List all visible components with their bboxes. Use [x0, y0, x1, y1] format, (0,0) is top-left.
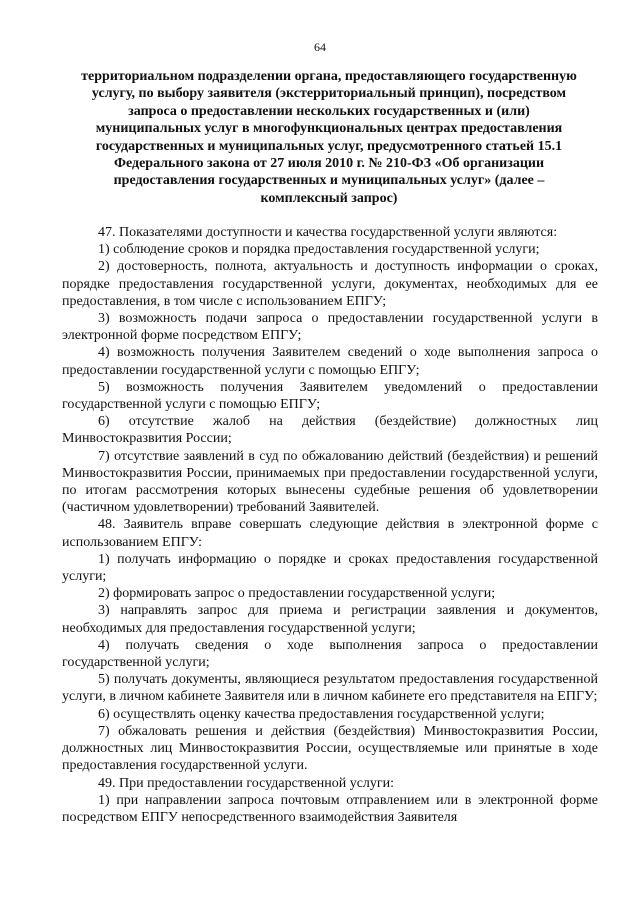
- paragraph-49: 49. При предоставлении государственной услуги:: [98, 775, 395, 791]
- list-item: 5) получать документы, являющиеся результатом предоставления государственной услуги, в личном кабинете Заявителя или в личном кабинете его представителя на ЕПГУ;: [62, 672, 598, 705]
- list-item: 2) формировать запрос о предоставлении государственной услуги;: [98, 586, 496, 602]
- section-heading: [56, 68, 602, 207]
- paragraph-47: 47. Показателями доступности и качества государственной услуги являются:: [98, 225, 558, 240]
- list-item: 7) отсутствие заявлений в суд по обжалованию действий (бездействия) и решений Минвостокразвития России, принимаемых при предоставлении государственной услуги, по итогам рассмотрения которых вынесены судебные решения об удовлетворении (частичном удовлетворении) требований Заявителей.: [62, 448, 598, 516]
- heading-line: комплексный запрос): [260, 190, 398, 206]
- heading-line: территориальном подразделении органа, предоставляющего государственную: [81, 69, 577, 84]
- page-number: 64: [314, 40, 326, 54]
- list-item: 6) осуществлять оценку качества предоставления государственной услуги;: [98, 706, 545, 722]
- heading-line: Федерального закона от 27 июля 2010 г. № 210-ФЗ «Об организации: [113, 156, 545, 172]
- heading-line: предоставления государственных и муниципальных услуг» (далее –: [113, 173, 545, 189]
- list-item: 4) возможность получения Заявителем сведений о ходе выполнения запроса о предоставлении государственной услуги с помощью ЕПГУ;: [62, 345, 598, 378]
- list-item: 4) получать сведения о ходе выполнения запроса о предоставлении государственной услуги;: [62, 637, 598, 671]
- list-item: 1) соблюдение сроков и порядка предоставления государственной услуги;: [98, 242, 540, 258]
- list-item: 3) направлять запрос для приема и регистрации заявления и документов, необходимых для предоставления государственной услуги;: [62, 603, 598, 636]
- list-item: 2) достоверность, полнота, актуальность и доступность информации о сроках, порядке предоставления государственной услуги, документах, необходимых для ее предоставления, в том числе с использованием ЕПГУ;: [62, 259, 598, 309]
- heading-line: запроса о предоставлении нескольких государственных и (или): [128, 103, 530, 119]
- list-item: 3) возможность подачи запроса о предоставлении государственной услуги в электронной форме посредством ЕПГУ;: [62, 311, 598, 344]
- document-body: [62, 224, 598, 826]
- list-item: 1) при направлении запроса почтовым отправлением или в электронной форме посредством ЕПГУ непосредственного взаимодействия Заявителя: [62, 792, 598, 825]
- heading-line: услугу, по выбору заявителя (экстерриториальный принцип), посредством: [91, 86, 567, 102]
- list-item: 7) обжаловать решения и действия (бездействия) Минвостокразвития России, должностных лиц Минвостокразвития России, осуществляемые или принятые в ходе предоставления государственной услуги.: [62, 723, 598, 774]
- heading-line: муниципальных услуг в многофункциональных центрах предоставления: [95, 121, 563, 137]
- list-item: 6) отсутствие жалоб на действия (бездействие) должностных лиц Минвостокразвития России;: [62, 414, 598, 447]
- paragraph-48: 48. Заявитель вправе совершать следующие действия в электронной форме с использованием ЕПГУ:: [62, 517, 598, 550]
- list-item: 1) получать информацию о порядке и сроках предоставления государственной услуги;: [62, 551, 598, 585]
- list-item: 5) возможность получения Заявителем уведомлений о предоставлении государственной услуги с помощью ЕПГУ;: [62, 379, 598, 413]
- heading-line: государственных и муниципальных услуг, предусмотренного статьей 15.1: [95, 138, 563, 154]
